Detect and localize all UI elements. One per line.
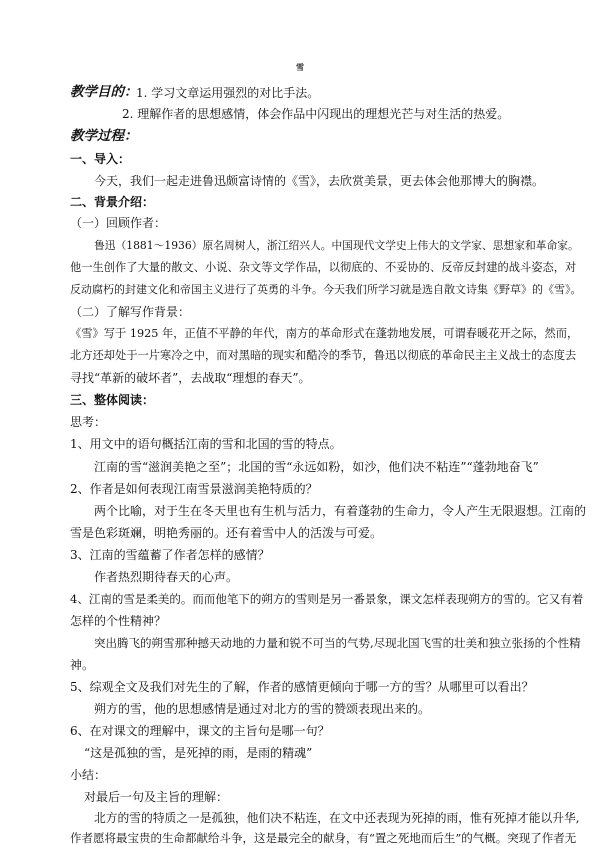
- context-paragraph-line: 寻找“革新的破坏者”，去战取“理想的春天”。: [70, 371, 311, 385]
- author-paragraph-line: 反动腐朽的封建文化和帝国主义进行了英勇的斗争。今天我们所学习就是选自散文诗集《野草》的《雪》。: [70, 283, 582, 296]
- question-3: 3、江南的雪蕴蓄了作者怎样的感情？: [70, 548, 270, 562]
- summary-subheading: 对最后一句及主旨的理解：: [84, 790, 229, 804]
- answer-2-line: 两个比喻，对于生在冬天里也有生机与活力，有着蓬勃的生命力，令人产生无限遐想。江南的: [94, 504, 587, 518]
- document-title: 雪: [296, 63, 304, 72]
- context-paragraph-line: 《雪》写于 1925 年，正值不平静的年代，南方的革命形式在蓬勃地发展，可谓春暖花开之际，然而，: [70, 327, 579, 340]
- question-4-line: 怎样的个性精神？: [70, 614, 167, 628]
- process-label: 教学过程：: [70, 128, 138, 144]
- answer-1: 江南的雪“滋润美艳之至”；北国的雪“永远如粉，如沙，他们决不粘连”“蓬勃地奋飞”: [94, 460, 539, 474]
- answer-5: 朔方的雪，他的思想感情是通过对北方的雪的赞颂表现出来的。: [94, 702, 431, 716]
- author-paragraph-line: 鲁迅（1881～1936）原名周树人，浙江绍兴人。中国现代文学史上伟大的文学家、思想家和革命家。: [94, 239, 579, 252]
- answer-4-line: 突出腾飞的朔雪那种撼天动地的力量和锐不可当的气势,尽现北国飞雪的壮美和独立张扬的个性精: [94, 636, 581, 650]
- answer-6: “这是孤独的雪，是死掉的雨，是雨的精魂”: [84, 746, 313, 760]
- summary-paragraph-line: 北方的雪的特质之一是孤独，他们决不粘连，在文中还表现为死掉的雨，惟有死掉才能以升华,: [94, 811, 580, 825]
- objective-item-2: 2. 理解作者的思想感情，体会作品中闪现出的理想光芒与对生活的热爱。: [122, 107, 510, 121]
- question-2: 2、作者是如何表现江南雪景滋润美艳特质的？: [70, 482, 318, 496]
- section-heading-background: 二、背景介绍：: [70, 195, 155, 209]
- question-6: 6、在对课文的理解中，课文的主旨句是哪一句？: [70, 724, 330, 738]
- section-heading-reading: 三、整体阅读：: [70, 393, 155, 407]
- question-4-line: 4、江南的雪是柔美的。而而他笔下的朔方的雪则是另一番景象，课文怎样表现朔方的雪的。它又有着: [70, 592, 584, 606]
- answer-2-line: 雪是色彩斑斓，明艳秀丽的。还有着雪中人的活泼与可爱。: [70, 526, 383, 540]
- answer-4-line: 神。: [70, 658, 95, 672]
- summary-label: 小结：: [70, 768, 107, 782]
- question-1: 1、用文中的语句概括江南的雪和北国的雪的特点。: [70, 437, 342, 451]
- context-paragraph-line: 北方还却处于一片寒冷之中，而对黑暗的现实和酷冷的季节，鲁迅以彻底的革命民主主义战士的态度去: [70, 349, 577, 362]
- section-heading-intro: 一、导入：: [70, 152, 131, 166]
- subheading-context: （二）了解写作背景：: [70, 305, 191, 319]
- think-label: 思考：: [70, 415, 107, 429]
- subheading-author: （一）回顾作者：: [70, 216, 167, 230]
- question-5: 5、综观全文及我们对先生的了解，作者的感情更倾向于哪一方的雪？从哪里可以看出？: [70, 680, 534, 694]
- objectives-label: 教学目的：: [70, 84, 138, 100]
- answer-3: 作者热烈期待春天的心声。: [94, 570, 239, 584]
- intro-text: 今天，我们一起走进鲁迅颇富诗情的《雪》，去欣赏美景，更去体会他那博大的胸襟。: [94, 174, 545, 188]
- summary-paragraph-line: 作者愿将最宝贵的生命都献给斗争，这是最完全的献身，有“置之死地而后生”的气概。突现了作者无: [70, 831, 577, 845]
- author-paragraph-line: 他一生创作了大量的散文、小说、杂文等文学作品，以彻底的、不妥协的、反帝反封建的战斗姿态，对: [70, 261, 577, 274]
- objective-item-1: 1. 学习文章运用强烈的对比手法。: [136, 86, 320, 100]
